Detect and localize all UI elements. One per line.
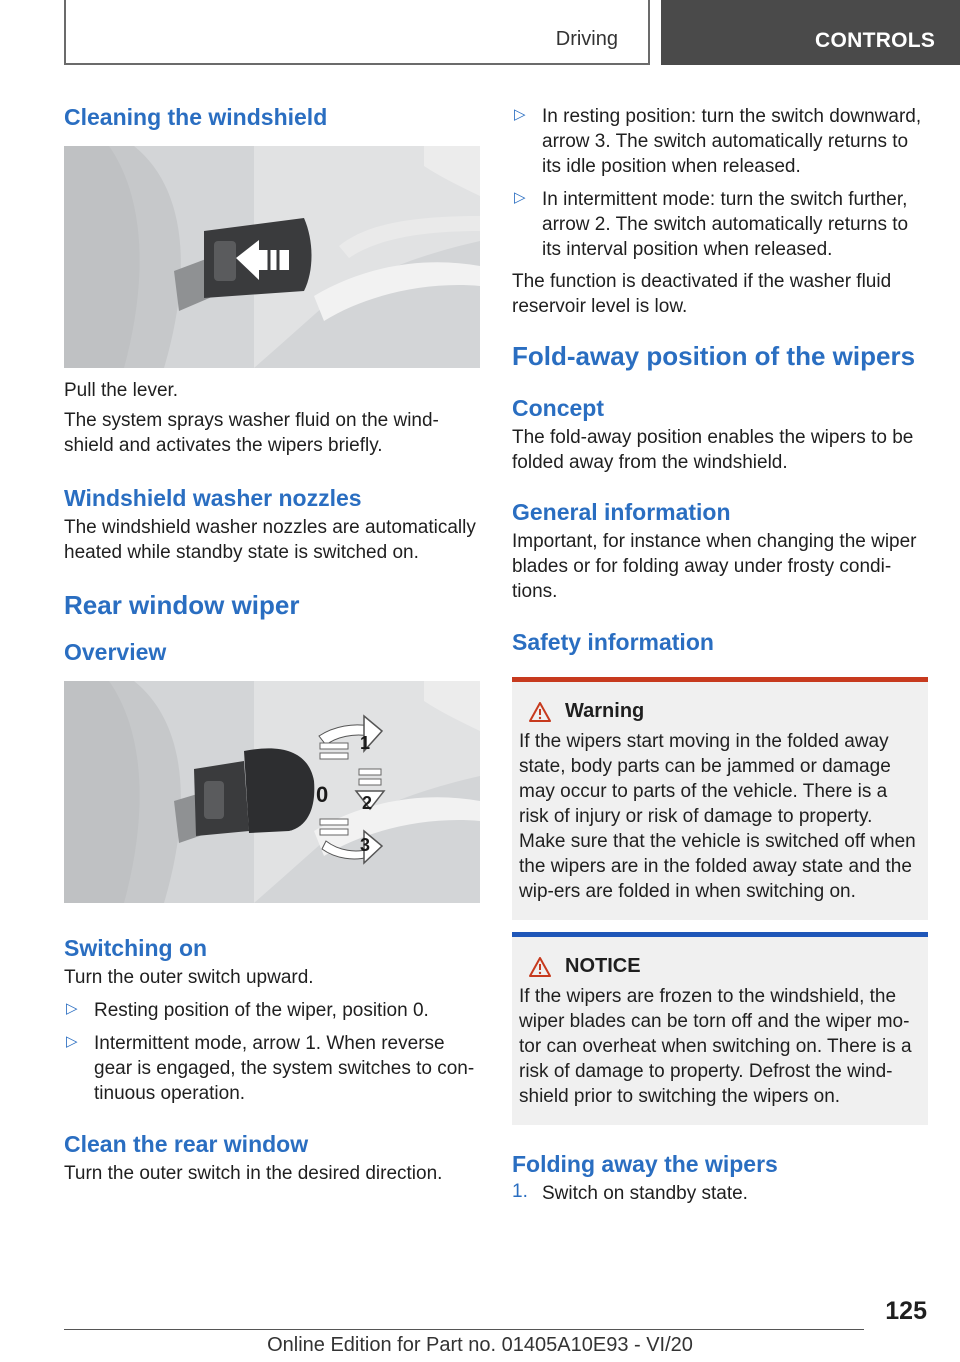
heading-rear-window-wiper: Rear window wiper <box>64 590 300 620</box>
notice-text: If the wipers are frozen to the windshield, the wiper blades can be torn off and the wiper mo-tor can overheat when switching on. There is a risk of damage to property. Defrost the wind-shield prior to switching the wipers on. <box>519 986 912 1107</box>
cleaning-paragraph-2: The system sprays washer fluid on the wind-shield and activates the wipers briefly. <box>64 410 439 456</box>
notice-header <box>529 955 922 978</box>
triangle-bullet-icon: ▷ <box>66 1000 78 1017</box>
image-label-1: 1 <box>360 733 371 753</box>
concept-paragraph: The fold-away position enables the wipers to be folded away from the windshield. <box>512 427 914 473</box>
deactivated-paragraph: The function is deactivated if the washer fluid reservoir level is low. <box>512 271 892 317</box>
list-item <box>512 1181 928 1206</box>
list-item <box>64 998 480 1023</box>
clean-rear-paragraph: Turn the outer switch in the desired direction. <box>64 1163 443 1184</box>
warning-text: If the wipers start moving in the folded away state, body parts can be jammed or damage may occur to parts of the vehicle. There is a risk of injury or risk of damage to property. Make sure that the vehicle is switched off when the wipers are in the folded away state and the wip-ers are folded in when switching on. <box>519 731 916 902</box>
triangle-bullet-icon: ▷ <box>514 189 526 206</box>
list-item <box>64 1031 480 1106</box>
step-number: 1. <box>512 1181 528 1202</box>
list-item <box>512 187 928 262</box>
heading-cleaning-windshield: Cleaning the windshield <box>64 104 328 130</box>
header-section-title: Driving <box>555 28 618 50</box>
heading-general-information: General information <box>512 499 731 525</box>
list-item-text: Intermittent mode, arrow 1. When reverse gear is engaged, the system switches to con-tinuous operation. <box>94 1033 475 1104</box>
notice-triangle-icon <box>529 957 551 977</box>
right-column <box>512 104 928 1206</box>
list-item <box>512 104 928 179</box>
warning-title: Warning <box>565 700 645 722</box>
heading-safety-information: Safety information <box>512 629 714 655</box>
header-section-box <box>64 0 650 65</box>
step-text: Switch on standby state. <box>542 1183 748 1204</box>
folding-steps-list <box>512 1181 928 1206</box>
windshield-lever-image <box>64 146 480 368</box>
notice-title: NOTICE <box>565 955 641 977</box>
general-paragraph: Important, for instance when changing the wiper blades or for folding away under frosty condi-tions. <box>512 531 917 602</box>
rear-wiper-switch-image <box>64 681 480 903</box>
warning-box <box>512 677 928 920</box>
header-chapter-tab <box>661 0 960 65</box>
image-label-3: 3 <box>360 835 371 855</box>
list-item-text: In resting position: turn the switch downward, arrow 3. The switch automatically returns to its idle position when released. <box>542 106 922 177</box>
switching-list <box>64 998 480 1106</box>
left-column <box>64 100 480 1186</box>
windshield-lever-illustration <box>64 146 480 368</box>
footer-edition: Online Edition for Part no. 01405A10E93 - VI/20 <box>267 1334 693 1356</box>
list-item-text: In intermittent mode: turn the switch further, arrow 2. The switch automatically returns to its interval position when released. <box>542 189 909 260</box>
warning-header <box>529 700 922 723</box>
nozzles-paragraph: The windshield washer nozzles are automatically heated while standby state is switched on. <box>64 517 476 563</box>
heading-switching-on: Switching on <box>64 935 208 961</box>
warning-triangle-icon <box>529 702 551 722</box>
heading-fold-away-position: Fold-away position of the wipers <box>512 341 916 371</box>
list-item-text: Resting position of the wiper, position 0. <box>94 1000 429 1021</box>
triangle-bullet-icon: ▷ <box>514 106 526 123</box>
heading-folding-away-wipers: Folding away the wipers <box>512 1151 778 1177</box>
heading-clean-rear-window: Clean the rear window <box>64 1131 309 1157</box>
heading-windshield-nozzles: Windshield washer nozzles <box>64 485 362 511</box>
triangle-bullet-icon: ▷ <box>66 1033 78 1050</box>
header-chapter-title: CONTROLS <box>815 29 936 52</box>
footer-divider <box>64 1329 864 1330</box>
notice-box <box>512 932 928 1125</box>
image-label-2: 2 <box>362 793 373 813</box>
rear-wiper-switch-illustration <box>64 681 480 903</box>
page-number: 125 <box>885 1297 927 1325</box>
switching-paragraph: Turn the outer switch upward. <box>64 967 314 988</box>
image-label-0: 0 <box>316 782 329 807</box>
rear-switch-list <box>512 104 928 262</box>
heading-concept: Concept <box>512 395 604 421</box>
cleaning-paragraph-1: Pull the lever. <box>64 380 179 401</box>
heading-overview: Overview <box>64 639 167 665</box>
